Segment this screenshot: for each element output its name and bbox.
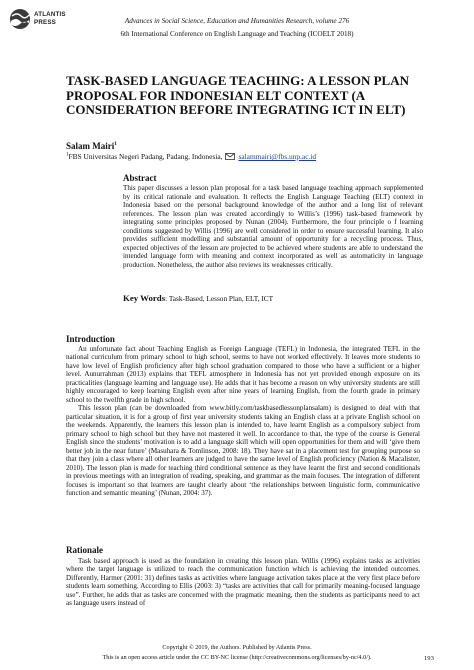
journal-title: Advances in Social Science, Education and Humanities Research, volume 276 — [124, 17, 350, 25]
keywords-label: Key Words — [123, 293, 166, 303]
introduction-heading: Introduction — [66, 334, 115, 344]
affiliation-text: FBS Universitas Negeri Padang, Padang, Indonesia, — [68, 152, 223, 161]
keywords-line — [123, 293, 273, 303]
conference-title: 6th International Conference on English Language and Teaching (ICOELT 2018) — [120, 30, 354, 38]
author-name — [66, 141, 117, 151]
introduction-paragraph: An unfortunate fact about Teaching English as Foreign Language (TEFL) in Indonesia, the integrated TEFL in the national curriculum from primary school to high school, seems to have not worked effectively. It leaves more students to have low level of English proficiency after high school graduation compared to those who have a sufficient or a higher level. Aunurrahman (2013) explains that TEFL atmosphere in Indonesia has not yet provided enough exposure on its practicalities (language learning and language use). He adds that it has become a reason on why university students are still highly encouraged to keep learning English even after nine years of learning English, from the fourth grade in primary school to the twelfth grade in high school. — [66, 345, 420, 404]
introduction-paragraph: This lesson plan (can be downloaded from www.bitly.com/taskbasedlessonplansalam) is designed to deal with that particular situation, it is for a group of first year university students taking an English class at a private English school on the weekends. Apparently, the learners this lesson plan is intended to, have learnt English as a compulsory subject from primary school to high school but they have not mastered it well. In accordance to that, the type of the course is General English since the students’ motivation is to add a language skill which will open opportunities for them and will ‘give them better job in the near future’ (Masuhara & Tomlinson, 2008: 18). They have sat in a placement test for grouping purpose so that they join a class where all other learners are judged to have the same level of English proficiency (Nation & Macalister, 2010). The lesson plan is made for teaching third conditional sentence as they have learnt the first and second conditionals in previous meetings with an integration of reading, speaking, and grammar as the main focuses. The integration of different focuses is important so that learners are taught clearly about ‘the relationships between linguistic form, communicative function and semantic meaning’ (Nunan, 2004: 37). — [66, 404, 420, 498]
abstract-heading: Abstract — [123, 173, 157, 183]
author-email-link[interactable]: salammairi@fbs.unp.ac.id — [238, 152, 317, 161]
envelope-icon — [225, 153, 235, 160]
rationale-paragraph: Task based approach is used as the foundation in creating this lesson plan. Willis (1996) explains tasks as activities where the target language is utilized to reach the communication function which is achieving the intended outcomes. Differently, Harmer (2001: 31) defines tasks as activities where language activation takes place at the very first place before students learn something. According to Ellis (2003: 3) “tasks are activities that call for primarily meaning-focused language use”. Further, he adds that as tasks are concerned with the pragmatic meaning, then the students as participants need to act as language users instead of — [66, 557, 420, 608]
author-superscript: 1 — [114, 141, 117, 147]
footer-copyright: Copyright © 2019, the Authors. Published by Atlantis Press. — [162, 644, 312, 651]
affiliation-superscript: 1 — [66, 152, 69, 158]
atlantis-press-logo-icon — [9, 8, 31, 30]
rationale-body — [66, 557, 420, 608]
footer-license: This is an open access article under the CC BY-NC license (http://creativecommons.org/licenses/by-nc/4.0/). — [102, 654, 372, 661]
page-number: 193 — [424, 655, 434, 662]
introduction-body — [66, 345, 420, 498]
author-name-text: Salam Mairi — [66, 141, 115, 151]
keywords-text: : Task-Based, Lesson Plan, ELT, ICT — [165, 294, 274, 303]
rationale-heading: Rationale — [66, 545, 103, 555]
abstract-text: This paper discusses a lesson plan proposal for a task based language teaching approach supplemented by its critical rationale and evaluation. It reflects the English Language Teaching (ELT) context in Indonesia based on the personal background knowledge of the author and a long list of relevant references. The lesson plan was created accordingly to Willis’s (1996) task-based framework by integrating some principles proposed by Nunan (2004). Furthermore, the four principle o f learning conditions suggested by Willis (1996) are well considered in order to ensure successful learning. It also provides sufficient modelling and substantial amount of opportunity for a recycling process. Thus, expected objectives of the lesson are projected to be achieved where students are able to understand the intended language form with meaning and context incorporated as well as automaticity in language production. Nonetheless, the author also reviews its weaknesses critically. — [123, 184, 423, 269]
paper-title: TASK-BASED LANGUAGE TEACHING: A LESSON PLAN PROPOSAL FOR INDONESIAN ELT CONTEXT (A CONSIDERATION BEFORE INTEGRATING ICT IN ELT) — [66, 73, 410, 118]
logo-line-1: ATLANTIS — [34, 11, 66, 18]
author-affiliation — [66, 152, 316, 161]
logo-line-2: PRESS — [34, 19, 56, 26]
